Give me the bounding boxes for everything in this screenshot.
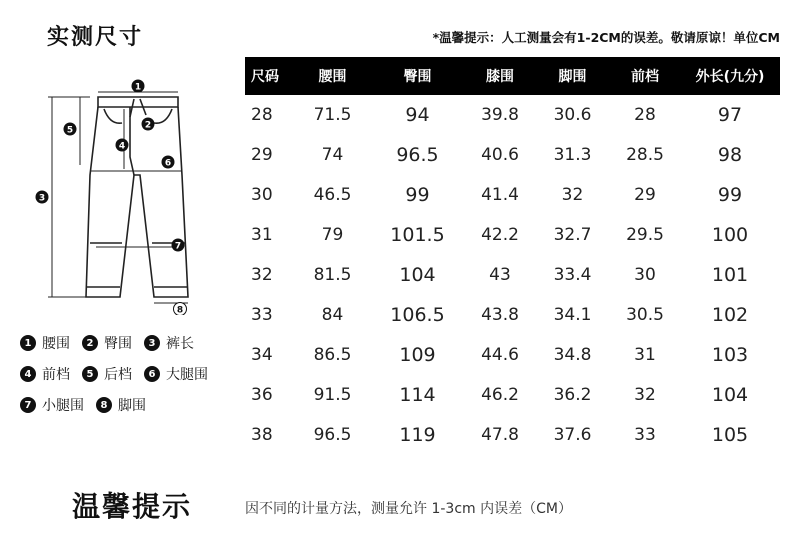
table-cell: 30.5 (626, 305, 664, 325)
pants-diagram (30, 75, 230, 315)
table-cell: 39.8 (481, 105, 519, 125)
table-cell: 41.4 (481, 185, 519, 205)
table-cell: 31 (634, 345, 656, 365)
legend-item (20, 395, 84, 415)
table-cell: 114 (399, 384, 436, 406)
table-row (245, 375, 780, 415)
header-waist: 腰围 (318, 69, 347, 85)
legend-label: 腰围 (42, 336, 70, 352)
table-cell: 97 (717, 104, 743, 126)
tip-text: 因不同的计量方法，测量允许 1-3cm 内误差（CM） (245, 501, 572, 517)
legend-row (20, 395, 250, 415)
table-body (245, 95, 780, 455)
figure-markers (36, 80, 187, 316)
marker-6: 6 (164, 158, 172, 169)
size-table (245, 57, 780, 455)
marker-1: 1 (134, 82, 142, 93)
legend-number: 2 (82, 335, 98, 351)
table-cell: 94 (405, 104, 430, 126)
legend-number: 5 (82, 366, 98, 382)
measurement-legend (20, 333, 250, 426)
table-cell: 38 (251, 425, 273, 445)
table-row (245, 255, 780, 295)
table-cell: 99 (405, 184, 430, 206)
legend-item (20, 364, 70, 384)
marker-5: 5 (66, 125, 74, 136)
table-cell: 34.1 (553, 305, 592, 325)
table-cell: 81.5 (313, 265, 352, 285)
table-cell: 79 (321, 225, 344, 245)
table-row (245, 135, 780, 175)
table-row (245, 95, 780, 135)
header-outseam: 外长(九分) (695, 69, 765, 85)
measurement-note: *温馨提示：人工测量会有1-2CM的误差。敬请原谅！单位CM (432, 30, 780, 45)
table-cell: 29 (251, 145, 273, 165)
table-cell: 96.5 (396, 144, 439, 166)
legend-item (20, 333, 70, 353)
table-cell: 36 (251, 385, 273, 405)
table-cell: 28 (634, 105, 656, 125)
table-cell: 42.2 (481, 225, 519, 245)
legend-label: 裤长 (166, 336, 194, 352)
table-cell: 34 (251, 345, 273, 365)
legend-number: 4 (20, 366, 36, 382)
table-cell: 40.6 (481, 145, 519, 165)
table-cell: 100 (711, 224, 749, 246)
table-cell: 84 (321, 305, 344, 325)
legend-row (20, 364, 250, 384)
legend-number: 1 (20, 335, 36, 351)
table-row (245, 175, 780, 215)
table-cell: 28 (251, 105, 273, 125)
table-cell: 29.5 (626, 225, 664, 245)
table-cell: 91.5 (313, 385, 352, 405)
table-row (245, 335, 780, 375)
table-header (245, 57, 780, 95)
table-cell: 106.5 (390, 304, 445, 326)
legend-item (144, 333, 194, 353)
table-cell: 104 (399, 264, 436, 286)
table-cell: 34.8 (553, 345, 592, 365)
table-cell: 31.3 (553, 145, 592, 165)
table-row (245, 295, 780, 335)
legend-label: 臀围 (104, 336, 132, 352)
table-cell: 43 (489, 265, 511, 285)
marker-2: 2 (144, 120, 152, 131)
legend-row (20, 333, 250, 353)
marker-8: 8 (176, 305, 184, 315)
table-cell: 32 (251, 265, 273, 285)
table-cell: 33 (251, 305, 273, 325)
table-cell: 119 (399, 424, 436, 446)
header-size: 尺码 (251, 69, 279, 85)
legend-label: 前档 (42, 367, 70, 383)
table-cell: 46.5 (313, 185, 352, 205)
table-cell: 101 (711, 264, 749, 286)
table-cell: 31 (251, 225, 273, 245)
table-cell: 71.5 (313, 105, 352, 125)
table-row (245, 415, 780, 455)
table-cell: 29 (634, 185, 656, 205)
legend-label: 后档 (104, 367, 132, 383)
table-cell: 32 (561, 185, 584, 205)
header-front-rise: 前档 (631, 69, 659, 85)
tip-title: 温馨提示 (72, 490, 193, 523)
table-cell: 33.4 (553, 265, 592, 285)
table-cell: 33 (634, 425, 656, 445)
table-cell: 32 (634, 385, 656, 405)
table-cell: 105 (711, 424, 749, 446)
legend-number: 3 (144, 335, 160, 351)
table-cell: 47.8 (481, 425, 519, 445)
table-cell: 36.2 (553, 385, 592, 405)
table-cell: 109 (399, 344, 436, 366)
table-cell: 96.5 (313, 425, 352, 445)
page-title: 实测尺寸 (47, 25, 144, 50)
table-row (245, 215, 780, 255)
table-cell: 86.5 (313, 345, 352, 365)
header-knee: 膝围 (486, 69, 514, 85)
legend-number: 7 (20, 397, 36, 413)
table-cell: 99 (717, 184, 743, 206)
legend-item (144, 364, 208, 384)
table-cell: 37.6 (553, 425, 592, 445)
marker-4: 4 (118, 141, 126, 152)
marker-3: 3 (38, 193, 46, 204)
table-cell: 104 (711, 384, 749, 406)
table-cell: 30.6 (553, 105, 592, 125)
table-cell: 98 (717, 144, 743, 166)
header-leg-opening: 脚围 (558, 69, 587, 85)
header-hip: 臀围 (403, 69, 432, 85)
legend-item (82, 333, 132, 353)
legend-label: 大腿围 (166, 367, 208, 383)
legend-item (82, 364, 132, 384)
table-cell: 28.5 (626, 145, 664, 165)
table-cell: 30 (634, 265, 656, 285)
legend-label: 脚围 (118, 398, 146, 414)
table-cell: 46.2 (481, 385, 519, 405)
legend-number: 6 (144, 366, 160, 382)
table-cell: 101.5 (390, 224, 445, 246)
legend-number: 8 (96, 397, 112, 413)
table-cell: 102 (711, 304, 749, 326)
legend-label: 小腿围 (42, 398, 84, 414)
table-cell: 30 (251, 185, 273, 205)
table-cell: 74 (321, 145, 344, 165)
table-cell: 32.7 (553, 225, 592, 245)
table-cell: 103 (711, 344, 749, 366)
marker-7: 7 (174, 241, 182, 252)
legend-item (96, 395, 146, 415)
table-cell: 43.8 (481, 305, 519, 325)
table-cell: 44.6 (481, 345, 519, 365)
